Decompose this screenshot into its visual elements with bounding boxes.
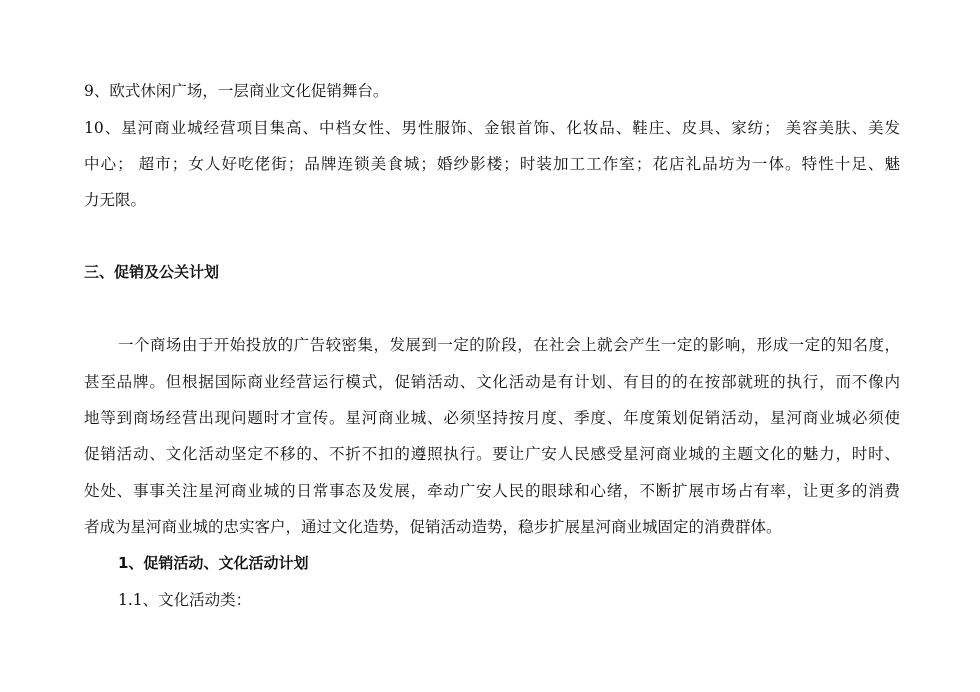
list-item-9: 9、欧式休闲广场，一层商业文化促销舞台。 [84,82,389,100]
subsection-heading-cultural-activities: 1.1、文化活动类： [118,591,252,609]
paragraph-line-3: 地等到商场经营出现问题时才宣传。星河商业城、必须坚持按月度、季度、年度策划促销活动，星河商业城必须使 [84,409,900,427]
list-item-10-line-1: 10、星河商业城经营项目集高、中档女性、男性服饰、金银首饰、化妆品、鞋庄、皮具、家纺； 美容美肤、美发 [84,119,900,137]
list-item-10-line-3: 力无限。 [84,191,147,209]
paragraph-line-6: 者成为星河商业城的忠实客户，通过文化造势，促销活动造势，稳步扩展星河商业城固定的消费群体。 [84,518,782,536]
paragraph-line-5: 处处、事事关注星河商业城的日常事态及发展，牵动广安人民的眼球和心绪，不断扩展市场占有率，让更多的消费 [84,482,900,500]
list-item-10-line-2: 中心； 超市；女人好吃佬街；品牌连锁美食城；婚纱影楼；时装加工工作室；花店礼品坊为一体。特性十足、魅 [84,155,900,173]
section-heading-promotion-pr: 三、促销及公关计划 [84,263,220,281]
paragraph-line-1: 一个商场由于开始投放的广告较密集，发展到一定的阶段，在社会上就会产生一定的影响，形成一定的知名度， [118,336,900,354]
paragraph-line-2: 甚至品牌。但根据国际商业经营运行模式，促销活动、文化活动是有计划、有目的的在按部就班的执行，而不像内 [84,373,900,391]
subsection-heading-activity-plan: 1、促销活动、文化活动计划 [118,554,309,572]
paragraph-line-4: 促销活动、文化活动坚定不移的、不折不扣的遵照执行。要让广安人民感受星河商业城的主题文化的魅力，时时、 [84,445,900,463]
